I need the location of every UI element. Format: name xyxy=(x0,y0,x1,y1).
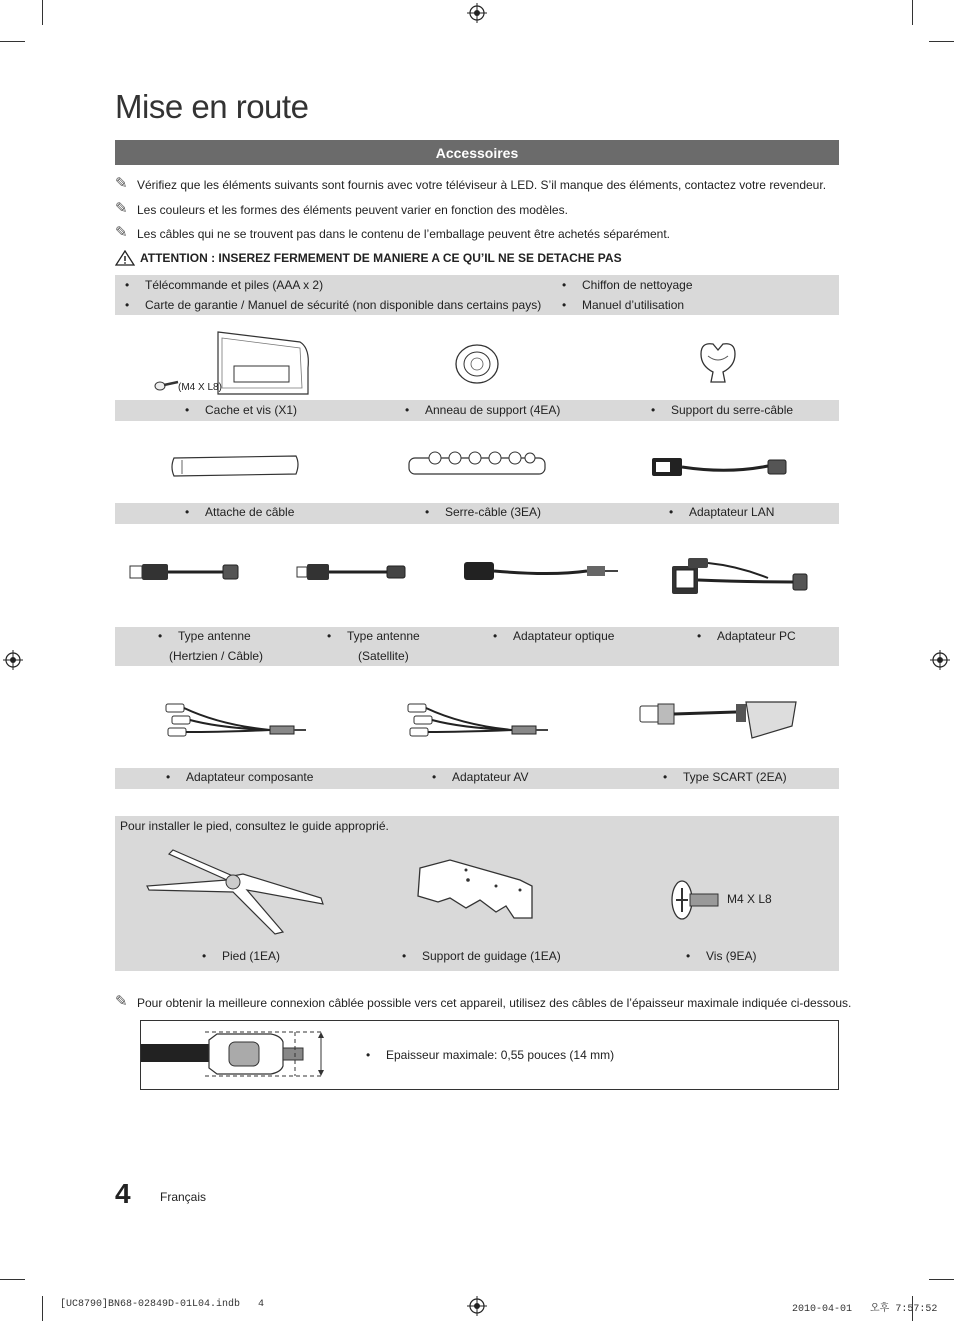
note-text: Pour obtenir la meilleure connexion câblée possible vers cet appareil, utilisez des câbles de l’épaisseur maximale indiquée ci-dessous. xyxy=(137,996,852,1010)
guide-stand-illustration xyxy=(410,856,540,922)
crop-mark xyxy=(42,1296,43,1321)
accessory-label: • Pied (1EA) xyxy=(222,949,280,963)
crop-mark xyxy=(0,41,25,42)
crop-mark xyxy=(929,1279,954,1280)
note xyxy=(115,224,845,241)
pc-adapter-illustration xyxy=(668,556,813,601)
imprint-file: [UC8790]BN68-02849D-01L04.indb 4 xyxy=(60,1299,265,1310)
cable-thickness-illustration xyxy=(141,1028,331,1080)
stand-intro: Pour installer le pied, consultez le guide approprié. xyxy=(120,819,389,833)
attention-warning xyxy=(115,250,622,266)
note xyxy=(115,175,845,192)
accessory-label: • Serre-câble (3EA) xyxy=(445,505,541,519)
list-item: • Chiffon de nettoyage xyxy=(582,278,693,292)
registration-mark-icon xyxy=(930,650,950,670)
crop-mark xyxy=(0,1279,25,1280)
accessory-label-sub: (Hertzien / Câble) xyxy=(169,649,264,663)
antenna-cable-satellite-illustration xyxy=(295,560,410,584)
accessory-label: • Cache et vis (X1) xyxy=(205,403,297,417)
cover-and-screw-illustration xyxy=(150,328,315,398)
accessory-label: • Type SCART (2EA) xyxy=(683,770,787,784)
registration-mark-icon xyxy=(467,3,487,23)
registration-mark-icon xyxy=(3,650,23,670)
cable-thickness-label: • Epaisseur maximale: 0,55 pouces (14 mm) xyxy=(386,1048,614,1062)
note xyxy=(115,993,855,1010)
pencil-note-icon: ✎ xyxy=(115,175,128,192)
accessory-label: • Support du serre-câble xyxy=(671,403,793,417)
section-header: Accessoires xyxy=(115,140,839,165)
accessory-label: • Vis (9EA) xyxy=(706,949,756,963)
support-ring-illustration xyxy=(452,342,502,387)
note-text: Les couleurs et les formes des éléments peuvent varier en fonction des modèles. xyxy=(137,203,568,217)
accessory-label: • Adaptateur AV xyxy=(452,770,529,784)
crop-mark xyxy=(929,41,954,42)
scart-adapter-illustration xyxy=(636,696,801,744)
accessory-label: • Attache de câble xyxy=(205,505,294,519)
list-item: • Manuel d’utilisation xyxy=(582,298,684,312)
list-item: • Carte de garantie / Manuel de sécurité (non disponible dans certains pays) xyxy=(145,298,541,312)
warning-triangle-icon xyxy=(115,250,135,266)
list-item: • Télécommande et piles (AAA x 2) xyxy=(145,278,323,292)
cable-tie-illustration xyxy=(168,452,303,480)
imprint-date: 2010-04-01 오후 7:57:52 xyxy=(792,1304,938,1315)
note-text: Vérifiez que les éléments suivants sont fournis avec votre téléviseur à LED. S’il manque des éléments, contactez votre revendeur. xyxy=(137,178,827,192)
registration-mark-icon xyxy=(467,1296,487,1316)
component-adapter-illustration xyxy=(160,700,310,745)
pencil-note-icon: ✎ xyxy=(115,993,128,1010)
screw-illustration xyxy=(668,878,723,922)
page-title: Mise en route xyxy=(115,88,309,125)
note xyxy=(115,200,845,217)
cable-holder-illustration xyxy=(405,448,550,486)
accessory-label: • Type antenne xyxy=(178,629,251,643)
stand-illustration xyxy=(143,846,328,936)
accessory-label: • Adaptateur optique xyxy=(513,629,614,643)
accessory-label: • Adaptateur composante xyxy=(186,770,313,784)
page-number: 4 xyxy=(115,1178,131,1209)
lan-adapter-illustration xyxy=(648,452,793,482)
pencil-note-icon: ✎ xyxy=(115,200,128,217)
attention-text: ATTENTION : INSEREZ FERMEMENT DE MANIERE A CE QU’IL NE SE DETACHE PAS xyxy=(140,251,622,265)
accessory-label: • Support de guidage (1EA) xyxy=(422,949,561,963)
optical-adapter-illustration xyxy=(462,558,622,584)
accessory-label: • Adaptateur PC xyxy=(717,629,796,643)
cable-holder-support-illustration xyxy=(693,338,743,388)
note-text: Les câbles qui ne se trouvent pas dans le contenu de l’emballage peuvent être achetés séparément. xyxy=(137,227,671,241)
accessory-label: • Type antenne xyxy=(347,629,420,643)
accessory-label: • Adaptateur LAN xyxy=(689,505,774,519)
antenna-cable-terrestrial-illustration xyxy=(128,560,243,584)
accessory-label-sub: (Satellite) xyxy=(358,649,409,663)
screw-size-label: (M4 X L8) xyxy=(178,382,222,393)
footer-language: Français xyxy=(160,1190,207,1204)
pencil-note-icon: ✎ xyxy=(115,224,128,241)
screw-size-label: M4 X L8 xyxy=(727,892,772,906)
crop-mark xyxy=(912,0,913,25)
accessory-label: • Anneau de support (4EA) xyxy=(425,403,560,417)
crop-mark xyxy=(42,0,43,25)
av-adapter-illustration xyxy=(402,700,552,745)
